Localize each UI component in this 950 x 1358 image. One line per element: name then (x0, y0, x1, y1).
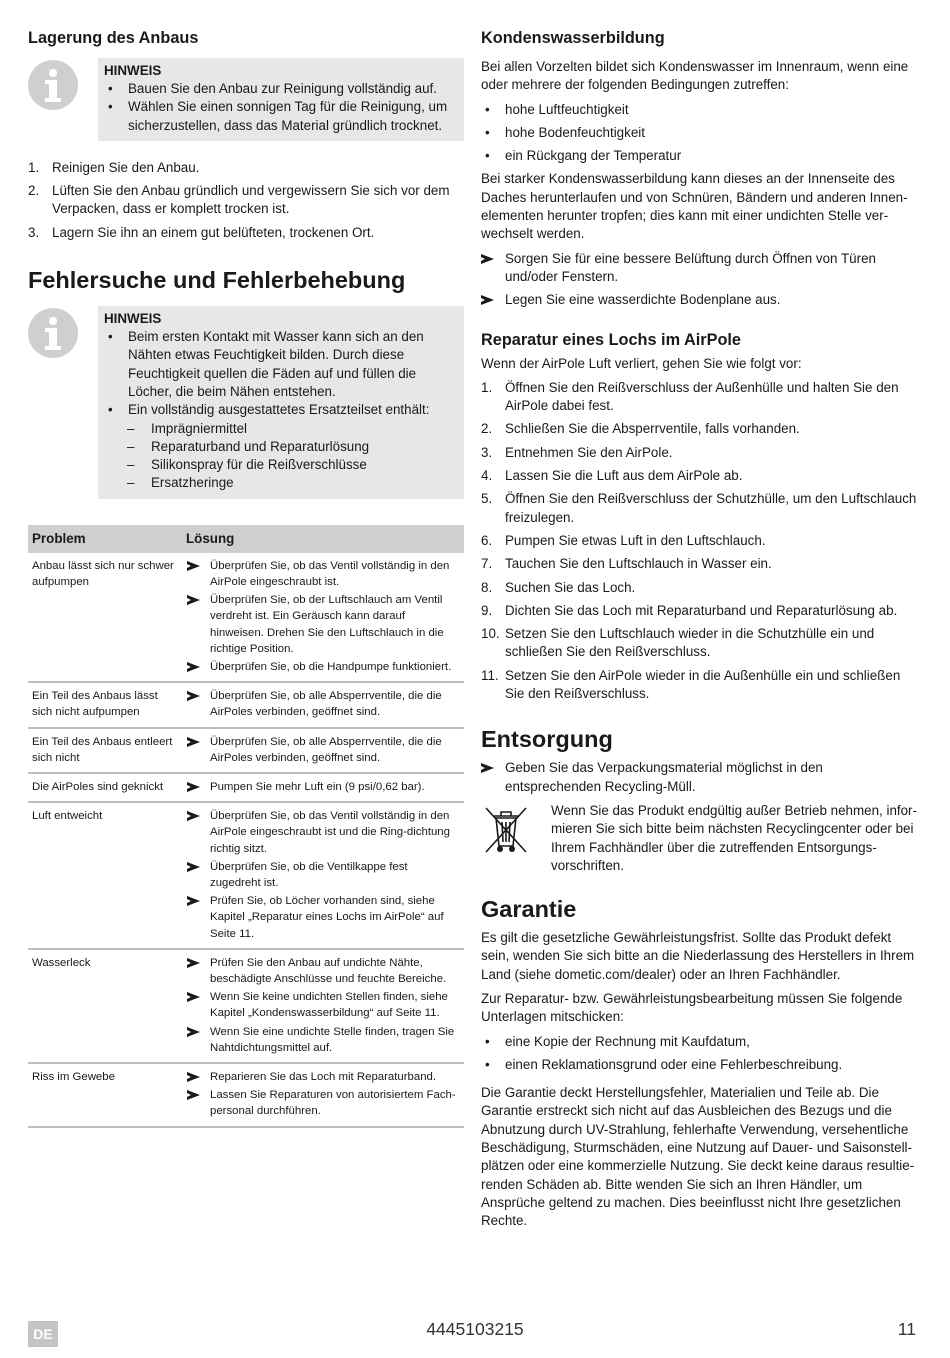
step-number: 2. (481, 421, 493, 437)
solution-item (186, 955, 460, 987)
condition-item: • ein Rückgang der Temperatur (481, 147, 921, 165)
step-number: 1. (481, 379, 493, 395)
action-item (481, 250, 921, 287)
arrow-icon (481, 254, 494, 264)
warranty-item: • einen Reklamationsgrund oder eine Fehlerbeschreibung. (481, 1056, 921, 1074)
step-text: Suchen Sie das Loch. (505, 579, 636, 595)
arrow-icon (187, 1027, 200, 1037)
step-text: Pumpen Sie etwas Luft in den Luftschlauch. (505, 532, 766, 548)
step-number: 3. (481, 444, 493, 460)
storage-title: Lagerung des Anbaus (28, 29, 199, 47)
step-item (481, 667, 921, 704)
step-number: 7. (481, 556, 493, 572)
step-text: Setzen Sie den Luftschlauch wieder in die Schutzhülle ein und schließen Sie den Reißverschluss. (505, 626, 875, 660)
table-row (28, 1063, 464, 1127)
troubleshooting-title: Fehlersuche und Fehlerbehebung (28, 267, 406, 294)
kit-item: – Reparaturband und Reparaturlösung (104, 438, 454, 456)
solution-text: Überprüfen Sie, ob das Ventil vollständig in den AirPole eingeschraubt ist und die Ring-dichtung richtig sitzt. (210, 810, 450, 855)
note-box (98, 306, 464, 499)
right-column (481, 28, 921, 1237)
table-header-row (28, 525, 464, 553)
solution-text: Überprüfen Sie, ob der Luftschlauch am Ventil verdreht ist. Ein Geräusch kann darauf hinweisen. Drehen Sie den Luftschlauch in die richtige Position. (210, 594, 444, 655)
note-item: • Beim ersten Kontakt mit Wasser kann sich an den Nähten etwas Feuchtigkeit bilden. Durch diese Feuchtigkeit quellen die Fäden auf und füllen die Löcher, die beim Nähen entstehen. (104, 328, 454, 401)
solution-item (186, 688, 460, 720)
note-title: HINWEIS (104, 63, 162, 78)
solution-cell (182, 682, 464, 727)
solution-item (186, 893, 460, 942)
solution-text: Reparieren Sie das Loch mit Reparaturband. (210, 1071, 437, 1084)
kit-item: – Silikonspray für die Reißverschlüsse (104, 456, 454, 474)
step-number: 6. (481, 532, 493, 548)
solution-item (186, 1024, 460, 1056)
solution-text: Pumpen Sie mehr Luft ein (9 psi/0,62 bar). (210, 780, 425, 793)
arrow-icon (481, 295, 494, 305)
warranty-paragraph: Es gilt die gesetzliche Gewährleistungsfrist. Sollte das Produkt defekt sein, wenden Sie sich bitte an die Niederlassung des Herstellers in Ihrem Land (siehe dometic.com/dealer) oder an Ihren Fachhändler. (481, 930, 915, 982)
arrow-icon (187, 992, 200, 1002)
solution-text: Lassen Sie Reparaturen von autorisiertem Fach-personal durchführen. (210, 1089, 456, 1118)
kit-item: – Ersatzheringe (104, 474, 454, 492)
warranty-title: Garantie (481, 896, 577, 923)
solution-item (186, 779, 460, 795)
step-number: 8. (481, 579, 493, 595)
condensation-actions (481, 250, 921, 310)
troubleshooting-section (28, 266, 464, 1128)
weee-notice (481, 802, 921, 875)
info-icon (28, 308, 78, 358)
warranty-paragraph: Die Garantie deckt Herstellungsfehler, Materialien und Teile ab. Die Garantie erstreckt sich nicht auf das Ausbleichen des Bezugs und die Abnutzung durch UV-Strahlung, fehlerhafte Verwendung, versehentliche Beschädigung, Sturmschäden, eine Nutzung auf Dauer- und Saisonstell-plätzen oder eine kommerzielle Nutzung. Sie deckt keine daraus resultie-renden Schäden ab. Bitte wenden Sie sich an Ihren Händler, um Ansprüche geltend zu machen. Dies beeinflusst nicht Ihre gesetzlichen Rechte. (481, 1085, 915, 1229)
arrow-icon (187, 1072, 200, 1082)
step-item (481, 602, 921, 620)
step-item (481, 490, 921, 527)
step-item (28, 182, 464, 219)
step-text: Lüften Sie den Anbau gründlich und vergewissern Sie sich vor dem Verpacken, dass er komplett trocken ist. (52, 183, 450, 217)
problem-cell: Ein Teil des Anbaus entleert sich nicht (28, 728, 182, 773)
condition-item: • hohe Bodenfeuchtigkeit (481, 124, 921, 142)
step-item (481, 379, 921, 416)
solution-text: Wenn Sie eine undichte Stelle finden, tragen Sie Nahtdichtungsmittel auf. (210, 1025, 455, 1054)
step-text: Lassen Sie die Luft aus dem AirPole ab. (505, 468, 743, 484)
table-row (28, 553, 464, 682)
solution-text: Prüfen Sie, ob Löcher vorhanden sind, siehe Kapitel „Reparatur eines Lochs im AirPole“ auf Seite 11. (210, 895, 444, 940)
step-item (481, 444, 921, 462)
step-number: 3. (28, 224, 40, 240)
table-row (28, 949, 464, 1063)
left-column (28, 28, 464, 1128)
action-item (481, 291, 921, 309)
arrow-icon (187, 662, 200, 672)
solution-cell (182, 802, 464, 949)
repair-title: Reparatur eines Lochs im AirPole (481, 330, 741, 349)
step-number: 4. (481, 468, 493, 484)
info-icon (28, 60, 78, 110)
note-list (104, 328, 454, 419)
step-item (481, 467, 921, 485)
action-text: Legen Sie eine wasserdichte Bodenplane aus. (505, 292, 781, 308)
note-item: • Bauen Sie den Anbau zur Reinigung vollständig auf. (104, 80, 454, 98)
step-item (28, 159, 464, 177)
weee-crossed-bin-icon (483, 804, 529, 856)
step-number: 9. (481, 602, 493, 618)
condensation-title: Kondenswasserbildung (481, 29, 665, 47)
solution-text: Überprüfen Sie, ob das Ventil vollständig in den AirPole eingeschraubt ist. (210, 559, 450, 588)
condensation-section (481, 28, 921, 310)
solution-cell (182, 773, 464, 802)
step-text: Öffnen Sie den Reißverschluss der Außenhülle und halten Sie den AirPole dabei fest. (505, 379, 899, 414)
disposal-title: Entsorgung (481, 726, 613, 753)
note-item: • Ein vollständig ausgestattetes Ersatzteilset enthält: (104, 401, 454, 419)
step-text: Lagern Sie ihn an einem gut belüfteten, trockenen Ort. (52, 224, 375, 240)
step-text: Dichten Sie das Loch mit Reparaturband und Reparaturlösung ab. (505, 602, 898, 618)
arrow-icon (187, 782, 200, 792)
step-item (481, 555, 921, 573)
note-title: HINWEIS (104, 311, 162, 327)
step-number: 5. (481, 491, 493, 507)
step-item (481, 532, 921, 550)
repair-section (481, 330, 921, 704)
kit-item: – Imprägniermittel (104, 420, 454, 438)
table-row (28, 682, 464, 727)
storage-note (28, 58, 464, 141)
kit-list (104, 420, 454, 493)
solution-item (186, 989, 460, 1021)
document-code: 4445103215 (426, 1319, 524, 1339)
troubleshooting-note (28, 306, 464, 499)
column-header-problem: Problem (28, 525, 182, 553)
solution-item (186, 558, 460, 590)
column-header-solution: Lösung (182, 525, 464, 553)
step-text: Schließen Sie die Absperrventile, falls vorhanden. (505, 421, 800, 437)
solution-item (186, 1087, 460, 1119)
solution-item (186, 659, 460, 675)
solution-cell (182, 728, 464, 773)
arrow-icon (481, 763, 494, 773)
warranty-section (481, 895, 921, 1230)
step-item (481, 420, 921, 438)
solution-text: Wenn Sie keine undichten Stellen finden, siehe Kapitel „Kondenswasserbildung“ auf Seite 11. (210, 991, 448, 1020)
repair-steps (481, 379, 921, 703)
language-badge: DE (28, 1321, 58, 1347)
table-row (28, 802, 464, 949)
solution-item (186, 734, 460, 766)
step-item (481, 579, 921, 597)
weee-text: Wenn Sie das Produkt endgültig außer Betrieb nehmen, infor-mieren Sie sich bitte beim nächsten Recyclingcenter oder bei Ihrem Fachhändler über die zutreffenden Entsorgungs-vorschriften. (551, 802, 917, 873)
arrow-icon (187, 811, 200, 821)
action-text: Geben Sie das Verpackungsmaterial möglichst in den entsprechenden Recycling-Müll. (505, 760, 823, 794)
problem-cell: Die AirPoles sind geknickt (28, 773, 182, 802)
solution-item (186, 859, 460, 891)
table-row (28, 728, 464, 773)
solution-text: Überprüfen Sie, ob die Ventilkappe fest zugedreht ist. (210, 860, 408, 889)
arrow-icon (187, 958, 200, 968)
warranty-paragraph: Zur Reparatur- bzw. Gewährleistungsbearbeitung müssen Sie folgende Unterlagen mitschicken: (481, 990, 903, 1025)
troubleshooting-table (28, 525, 464, 1128)
problem-cell: Wasserleck (28, 949, 182, 1063)
problem-cell: Riss im Gewebe (28, 1063, 182, 1127)
note-box (98, 58, 464, 141)
arrow-icon (187, 737, 200, 747)
solution-cell (182, 1063, 464, 1127)
step-text: Entnehmen Sie den AirPole. (505, 444, 673, 460)
condition-item: • hohe Luftfeuchtigkeit (481, 101, 921, 119)
repair-intro: Wenn der AirPole Luft verliert, gehen Sie wie folgt vor: (481, 355, 802, 371)
action-item (481, 759, 921, 796)
solution-item (186, 1069, 460, 1085)
condensation-text: Bei starker Kondenswasserbildung kann dieses an der Innenseite des Daches herunterlaufen und von Schnüren, Bändern und anderen Innen-elementen herunter tropfen; dies kann mit einer undichten Stelle ver-wechselt werden. (481, 171, 908, 242)
condensation-intro: Bei allen Vorzelten bildet sich Kondenswasser im Innenraum, wenn eine oder mehrere der folgenden Bedingungen zutreffen: (481, 59, 909, 93)
warranty-list (481, 1033, 921, 1075)
step-text: Öffnen Sie den Reißverschluss der Schutzhülle, um den Luftschlauch freizulegen. (505, 491, 917, 525)
problem-cell: Ein Teil des Anbaus lässt sich nicht aufpumpen (28, 682, 182, 727)
step-number: 10. (481, 626, 500, 642)
arrow-icon (187, 561, 200, 571)
solution-cell (182, 553, 464, 682)
note-item: • Wählen Sie einen sonnigen Tag für die Reinigung, um sicherzustellen, dass das Material gründlich trocknet. (104, 98, 454, 135)
problem-cell: Anbau lässt sich nur schwer aufpumpen (28, 553, 182, 682)
action-text: Sorgen Sie für eine bessere Belüftung durch Öffnen von Türen und/oder Fenstern. (505, 250, 876, 284)
warranty-item: • eine Kopie der Rechnung mit Kaufdatum, (481, 1033, 921, 1051)
step-number: 1. (28, 159, 40, 175)
arrow-icon (187, 862, 200, 872)
solution-text: Überprüfen Sie, ob alle Absperrventile, die die AirPoles verbinden, geöffnet sind. (210, 735, 442, 764)
step-item (28, 224, 464, 242)
solution-text: Überprüfen Sie, ob die Handpumpe funktioniert. (210, 660, 452, 673)
arrow-icon (187, 1090, 200, 1100)
page-number: 11 (897, 1319, 916, 1339)
storage-steps (28, 159, 464, 242)
storage-section (28, 28, 464, 242)
arrow-icon (187, 595, 200, 605)
step-item (481, 625, 921, 662)
arrow-icon (187, 896, 200, 906)
step-text: Reinigen Sie den Anbau. (52, 159, 200, 175)
note-list (104, 80, 454, 135)
condition-list (481, 101, 921, 166)
step-text: Setzen Sie den AirPole wieder in die Außenhülle ein und schließen Sie den Reißverschluss. (505, 667, 901, 702)
disposal-actions (481, 759, 921, 796)
step-number: 11. (481, 667, 499, 683)
step-text: Tauchen Sie den Luftschlauch in Wasser ein. (505, 556, 772, 572)
solution-item (186, 808, 460, 857)
solution-text: Überprüfen Sie, ob alle Absperrventile, die die AirPoles verbinden, geöffnet sind. (210, 690, 442, 719)
disposal-section (481, 725, 921, 875)
table-row (28, 773, 464, 802)
solution-cell (182, 949, 464, 1063)
solution-text: Prüfen Sie den Anbau auf undichte Nähte, beschädigte Anschlüsse und feuchte Bereiche. (210, 956, 447, 986)
solution-item (186, 592, 460, 657)
problem-cell: Luft entweicht (28, 802, 182, 949)
arrow-icon (187, 691, 200, 701)
step-number: 2. (28, 183, 40, 199)
